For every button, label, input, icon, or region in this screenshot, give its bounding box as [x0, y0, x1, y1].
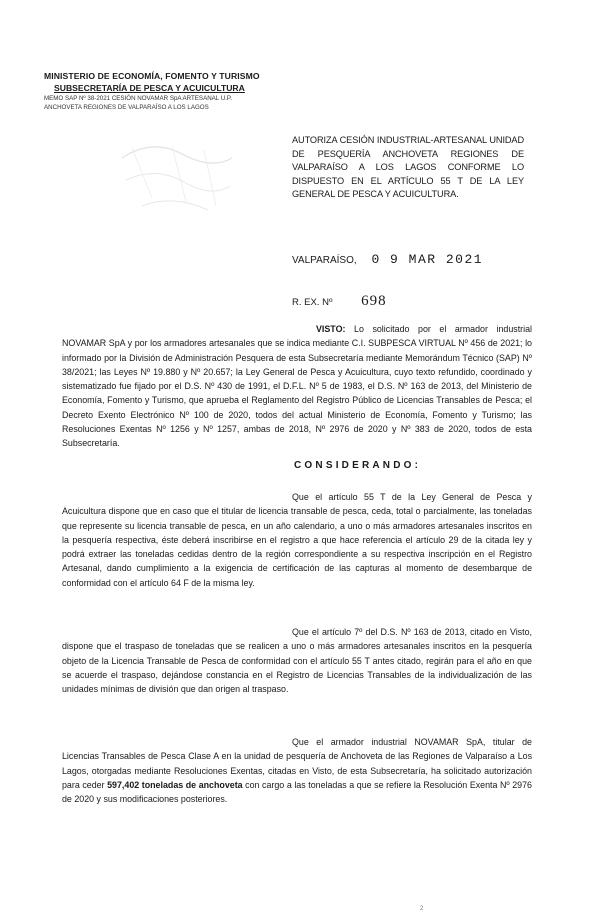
resolution-number-line: [292, 293, 387, 310]
visto-label: VISTO:: [316, 324, 346, 334]
subsecretaria-name: SUBSECRETARÍA DE PESCA Y ACUICULTURA: [54, 83, 245, 93]
paragraph-3-text-b: con cargo a las toneladas a que se refiere la Resolución Exenta Nº 2976 de 2020 y sus modificaciones posteriores.: [62, 779, 532, 805]
date-line: [292, 252, 483, 267]
page-mark: 2: [420, 906, 424, 912]
letterhead: [44, 70, 284, 112]
considerando-paragraph-3: [62, 735, 532, 806]
ministry-name: MINISTERIO DE ECONOMÍA, FOMENTO Y TURISMO: [44, 71, 260, 81]
considerando-paragraph-2: Que el artículo 7º del D.S. Nº 163 de 2013, citado en Visto, dispone que el traspaso de toneladas que se realicen a uno o más armadores artesanales inscritos en la pesquería objeto de la Licencia Transable de Pesca de conformidad con el artículo 55 T antes citado, regirán para el año en que se acuerde el traspaso, dejándose constancia en el Registro de Licencias Transables de la individualización de las unidades mínimas de división que dan origen al traspaso.: [62, 627, 532, 695]
tonnage-highlight: 597,402 toneladas de anchoveta: [107, 779, 243, 790]
date-stamp: 0 9 MAR 2021: [371, 252, 484, 267]
resolution-label: R. EX. Nº: [292, 297, 333, 308]
resolution-number: 698: [361, 293, 387, 309]
visto-text: Lo solicitado por el armador industrial NOVAMAR SpA y por los armadores artesanales que se indica mediante C.I. SUBPESCA VIRTUAL Nº 456 de 2021; lo informado por la División de Administración Pesquera de esta Subsecretaría mediante Memorándum Técnico (SAP) Nº 38/2021; las Leyes Nº 19.880 y Nº 20.657; la Ley General de Pesca y Acuicultura, cuyo texto refundido, coordinado y sistematizado fue fijado por el D.S. Nº 430 de 1991, el D.F.L. Nº 5 de 1983, el D.S. Nº 163 de 2013, del Ministerio de Economía, Fomento y Turismo, que aprueba el Reglamento del Registro Público de Licencias Transables de Pesca; el Decreto Exento Electrónico Nº 100 de 2020, todos del actual Ministerio de Economía, Fomento y Turismo; las Resoluciones Exentas Nº 1256 y Nº 1257, ambas de 2018, Nº 2976 de 2020 y Nº 383 de 2020, todos de esta Subsecretaría.: [62, 324, 532, 449]
memo-reference: MEMO SAP Nº 38-2021 CESIÓN NOVAMAR SpA ARTESANAL U.P.: [44, 95, 232, 102]
considerando-paragraph-1: Que el artículo 55 T de la Ley General de Pesca y Acuicultura dispone que en caso que el titular de licencia transable de pesca, ceda, total o parcialmente, las toneladas que represente su licencia transable de pesca, en un año calendario, a uno o más armadores artesanales inscritos en la pesquería respectiva, éste deberá inscribirse en el registro a que hace referencia el artículo 29 de la citada ley y podrá extraer las toneladas cedidas dentro de la región correspondiente a su respectiva inscripción en el Registro Artesanal, dando cumplimiento a la exigencia de certificación de las capturas al momento de desembarque de conformidad con el artículo 64 F de la misma ley.: [62, 492, 532, 588]
faint-stamp-mark: [112, 128, 240, 224]
considerando-heading: CONSIDERANDO:: [294, 460, 422, 471]
paragraph-3-text-a: Que el armador industrial NOVAMAR SpA, titular de Licencias Transables de Pesca Clase A en la unidad de pesquería de Anchoveta de las Regiones de Valparaíso a Los Lagos, otorgadas mediante Resoluciones Exentas, citadas en Visto, de esta Subsecretaría, ha solicitado autorización para ceder: [62, 737, 532, 790]
resolution-subject: AUTORIZA CESIÓN INDUSTRIAL-ARTESANAL UNIDAD DE PESQUERÍA ANCHOVETA REGIONES DE VALPARAÍSO A LOS LAGOS CONFORME LO DISPUESTO EN EL ARTÍCULO 55 T DE LA LEY GENERAL DE PESCA Y ACUICULTURA.: [292, 135, 524, 200]
memo-subject: ANCHOVETA REGIONES DE VALPARAÍSO A LOS LAGOS: [44, 104, 209, 111]
visto-paragraph: [62, 322, 532, 451]
date-place: VALPARAÍSO,: [292, 255, 357, 266]
